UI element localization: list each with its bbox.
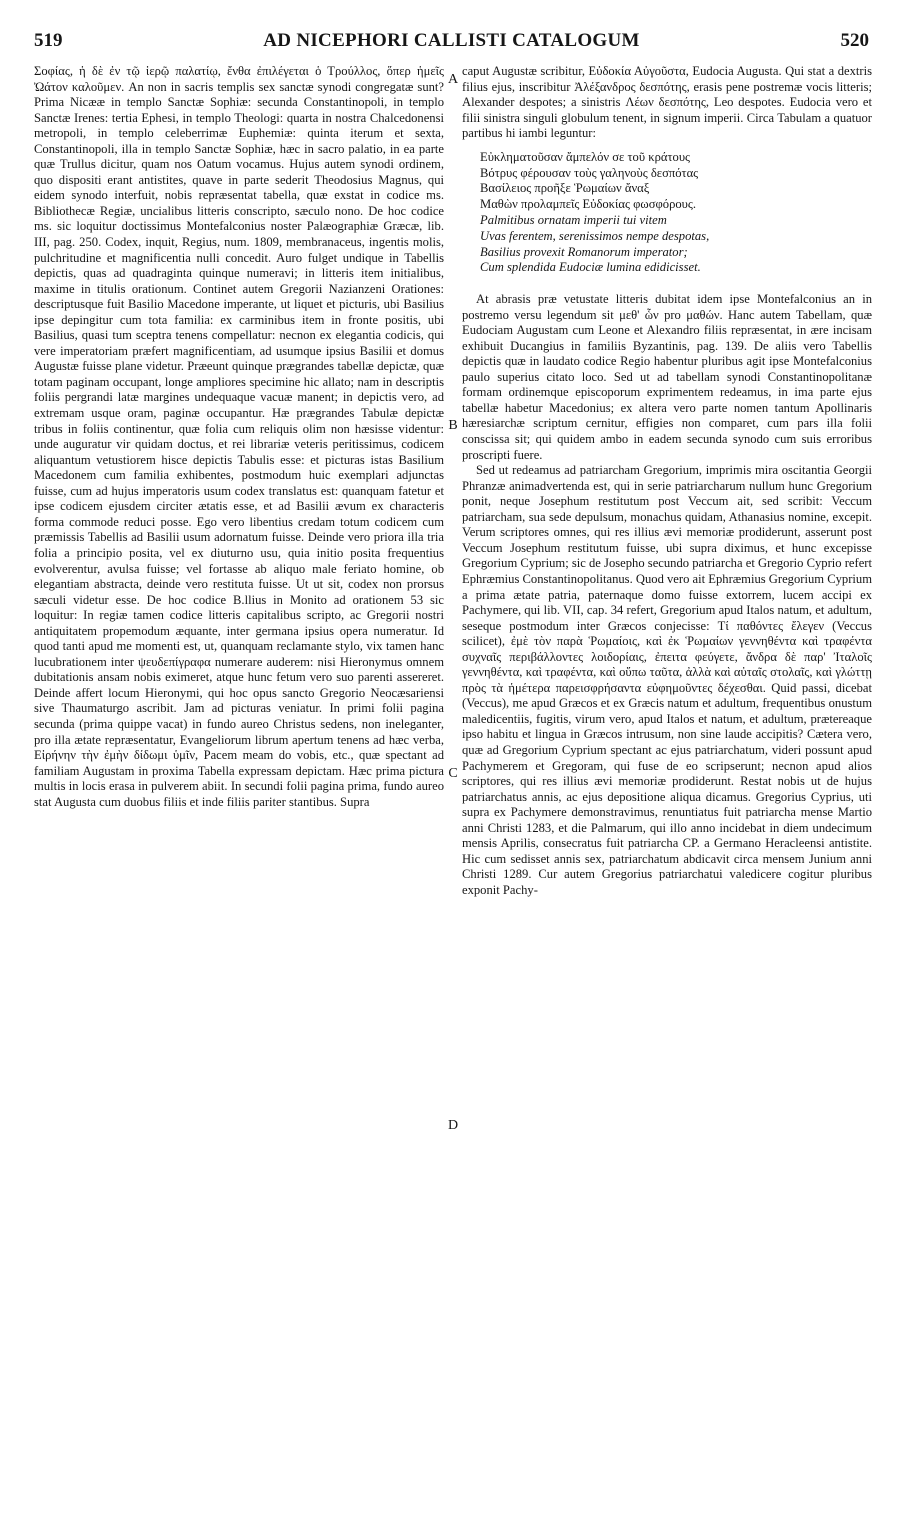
latin-verse-2: Uvas ferentem, serenissimos nempe despotas, xyxy=(480,228,710,243)
right-paragraph-1: At abrasis præ vetustate litteris dubitat idem ipse Montefalconius an in postremo versu legendum sit μεθ' ὧν pro μαθών. Hanc autem Tabellam, quæ Eudociam Augustam cum Leone et Alexandro filiis repræsentat, in ære incisam exhibuit Ducangius in familiis Byzantinis, pag. 139. De aliis vero Tabellis depictis quæ in laudato codice Regio habentur pluribus agit ipse Montefalconius paulo superius citato loco. Sed ut ad tabellam synodi Constantinopolitanæ formam ordinemque episcoporum exprimentem redeamus, in ima parte ejus tabellæ habetur Macedonius; ex altera vero parte nomen tantum Apollinaris hæresiarchæ scriptum cernitur, effigies non comparet, cum pars illa folii conscissa sit; qui quidem ambo in eadem secunda synodo cum suis erroribus proscripti fuere. xyxy=(462,292,872,462)
latin-verse-4: Cum splendida Eudociæ lumina edidicisset. xyxy=(480,260,701,275)
greek-verse-2: Βότρυς φέρουσαν τοὺς γαληνοὺς δεσπότας xyxy=(480,165,699,180)
page-number-left: 519 xyxy=(34,30,63,51)
latin-verse-3: Basilius provexit Romanorum imperator; xyxy=(480,244,688,259)
iambic-verses xyxy=(480,150,872,276)
running-header xyxy=(34,30,869,56)
left-column-text: Σοφίας, ἡ δὲ ἐν τῷ ἱερῷ παλατίῳ, ἔνθα ἐπιλέγεται ὁ Τρούλλος, ὅπερ ἡμεῖς Ὠάτον καλοῦμεν. An non in sacris templis sex sanctæ synodi congregatæ sunt? Prima Nicææ in templo Sanctæ Sophiæ: secunda Constantinopoli, in templo Sanctæ Irenes: tertia Ephesi, in templo Theologi: quarta in nostra Chalcedonensi metropoli, in templo celeberrimæ Euphemiæ: quinta iterum et sexta, Constantinopoli, illa in templo Sanctæ Sophiæ, hæc in sacro palatio, in ea parte quæ Trullus dicitur, quam nos Oatum vocamus. Hujus autem synodi ordinem, quo dispositi erant antistites, quave in parte sederit Theodosius Magnus, qui eidem synodo interfuit, nobis repræsentat tabella, quæ exstat in codice ms. Bibliothecæ Regiæ, uncialibus litteris conscripto, sæculo nono. De hoc codice ms. sic loquitur doctissimus Montefalconius noster Palæographiæ Græcæ, lib. III, pag. 250. Codex, inquit, Regius, num. 1809, membranaceus, ingentis molis, pulchritudine et magnificentia nulli concedit. Auro fulget undique in Tabellis depictis, quas ad quadraginta quinque numeravi; in litteris item initialibus, maxime in titulis orationum. Continet autem Gregorii Nazianzeni Orationes: descriptusque fuit Basilio Macedone imperante, ut liquet et picturis, ubi Basilius ipse depingitur cum tota familia: ex carminibus item in fronte positis, ubi Basilius, quasi tum sceptra tenens compellatur: necnon ex elegantia codicis, qui vere imperatoriam præfert magnificentiam, ad usumque ipsius Basilii et domus Augustæ fuisse plane videtur. Præeunt quinque prægrandes tabellæ depictæ, quæ totam paginam occupant, longe ampliores specimine hic allato; nam in descriptis foliis pergrandi latæ margines undequaque vacuæ manent; in depictis vero, ad extremam usque oram, paginæ occupantur. Hæ prægrandes Tabulæ depictæ tribus in foliis continentur, quæ folia cum reliquis olim non hæsisse videntur: unde auguratur vir quidam doctus, et rei librariæ veteris peritissimus, codicem aliquantum vetustiorem hisce depictis Tabulis esse: et picturas istas Basilium Macedonem cum familia exhibentes, postmodum huic exemplari adjunctas fuisse, cum ad hujus imperatoris usum codex translatus est: quanquam fatetur et ipse codicem ejusdem circiter ætatis esse, et ad Basilii ævum ex characteris forma commode reduci posse. Ego vero libentius credam totum codicem cum præmissis Tabellis ad Basilii usum adornatum fuisse. Deinde vero priora illa tria folia a principio posita, vel ex diuturno usu, quia initio posita frequentius evolverentur, avulsa fuisse; vel fortasse ab aliquo male feriato homine, ob elegantiam abstracta, deinde vero restituta fuisse. Ut ut sit, codex non prorsus sæculi videtur esse. De hoc codice B.llius in Monito ad orationem 53 sic loquitur: In regiæ tamen codice litteris capitalibus scripto, ac Gregorii nostri antiquitatem propemodum æquante, inter germana ipsius opera numeratur. Id quod tanti apud me momenti est, ut, quanquam reclamante stylo, vix tamen hanc lucubrationem inter ψευδεπίγραφα numerare auderem: nisi Hieronymus omnem dubitationis ansam nobis eximeret, atque hunc fetum vero suo parenti assereret. Deinde affert locum Hieronymi, qui hoc opus sancto Gregorio Neocæsariensi sive Thaumaturgo ascribit. Jam ad picturas veniatur. In primi folii pagina secunda (prima quippe vacat) in fundo aureo Christus sedens, non ineleganter, pro illa ætate repræsentatur, Evangeliorum librum apertum tenens ad hæc verba, Εἰρήνην τὴν ἐμὴν δίδωμι ὑμῖν, Pacem meam do vobis, etc., quæ spectant ad familiam Augustam in proxima Tabella expressam depictam. Hæc prima pictura multis in locis erasa in pulverem abiit. In secundi folii pagina prima, fundo aureo stat Augusta cum duobus filiis et inde filiis pariter stantibus. Supra xyxy=(34,64,444,809)
right-intro: caput Augustæ scribitur, Εὐδοκία Αὐγοῦστα, Eudocia Augusta. Qui stat a dextris filius ejus, inscribitur Ἀλέξανδρος δεσπότης, erasis pene postremæ vocis litteris; Alexander despotes; a sinistris Λέων δεσπότης, Leo despotes. Eudocia vero et filii sinistra singuli globulum tenent, in signum imperii. Circa Tabulam a quatuor partibus hi iambi leguntur: xyxy=(462,64,872,141)
latin-verse-1: Palmitibus ornatam imperii tui vitem xyxy=(480,212,667,227)
margin-marker-d: D xyxy=(447,1118,459,1133)
right-paragraph-2: Sed ut redeamus ad patriarcham Gregorium, imprimis mira oscitantia Georgii Phranzæ animadvertenda est, qui in serie patriarcharum nullum hunc Gregorium ponit, neque Josephum restitutum post Veccum ait, sed scribit: Veccum patriarcham, sua sede depulsum, monachus quidam, Athanasius nomine, excepit. Verum scriptores omnes, qui res illius ævi memoriæ prodiderunt, asserunt post Veccum Josephum restitutum fuisse, ubi supra diximus, et hunc excepisse Gregorium Cyprium; sic de Josepho secundo patriarcha et Gregorio Cyprio refert Ephræmius Constantinopolitanus. Quod vero ait Ephræmius Gregorium Cyprium a prima ætate patria, paternaque domo fuisse extorrem, lucem accipi ex Pachymere, qui lib. VII, cap. 34 refert, Gregorium apud Italos natum, et adultum, seseque postmodum inter Græcos conjecisse: Τί παθόντες ἔλεγεν (Veccus scilicet), ἐμὲ τὸν παρὰ Ῥωμαίοις, καὶ ἐκ Ῥωμαίων γεννηθέντα καὶ τραφέντα συχναῖς περιβάλλοντες λοιδορίαις, ἐπειτα φεύγετε, ἄνδρα δὲ παρ' Ἰταλοῖς γεννηθέντα, καὶ τραφέντα, καὶ οὕπω ταῦτα, ἀλλὰ καὶ αὐταῖς στολαῖς, καὶ γλώττῃ πρὸς τὰ ἡμέτερα παρεισφρήσαντα εὐφημοῦντες δέχεσθαι. Quid passi, dicebat (Veccus), me apud Græcos et ex Græcis natum et adultum, frequentibus onustum maledicentiis, fugitis, virum vero, apud Italos et natum, et adultum, prætereaque ipso habitu et lingua in Græcos intrusum, non sine laude accipitis? Cætera vero, quæ ad Gregorium Cyprium spectant ac ejus patriarchatum, videri possunt apud Pachymerem et Gregoram, qui fuse de eo scripserunt; necnon apud alios scriptores, qui res illius ævi memoriæ prodiderunt. Restat nobis ut de hujus patriarchatus annis, ac ejus depositione aliqua dicamus. Gregorius Cyprius, uti supra ex Pachymere demonstravimus, renuntiatus fuit patriarcha mense Martio anni Christi 1283, et die Palmarum, qui illo anno incidebat in diem undecimum mensis Aprilis, consecratus fuit patriarcha CP. a Germano Heracleensi antistite. Hic cum sedisset annis sex, patriarchatum abdicavit circa mensem Junium anni Christi 1289. Cur autem Gregorius patriarchatui valedicere cogitur pluribus exponit Pachy- xyxy=(462,463,872,897)
margin-marker-b: B xyxy=(448,418,458,433)
greek-verse-4: Μαθὼν προλαμπεῖς Εὐδοκίας φωσφόρους. xyxy=(480,197,697,212)
page-number-right: 520 xyxy=(840,30,869,51)
margin-marker-a: A xyxy=(447,72,459,87)
running-title: AD NICEPHORI CALLISTI CATALOGUM xyxy=(263,30,640,51)
left-column xyxy=(34,64,444,810)
greek-verse-3: Βασίλειος προῆξε Ῥωμαίων ἄναξ xyxy=(480,181,650,196)
greek-verse-1: Εὐκληματοῦσαν ἄμπελόν σε τοῦ κράτους xyxy=(480,149,691,164)
right-column xyxy=(462,64,872,898)
margin-marker-c: C xyxy=(448,766,458,781)
